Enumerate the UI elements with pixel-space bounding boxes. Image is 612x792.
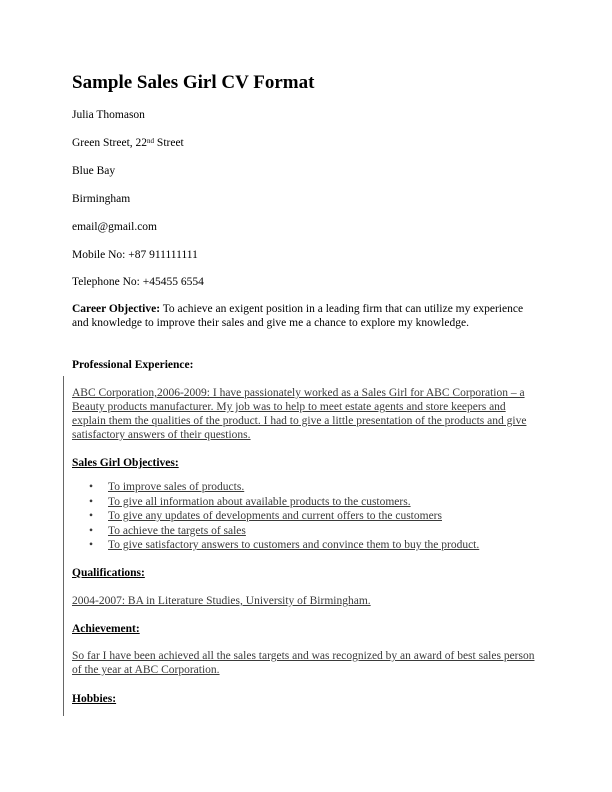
applicant-name: Julia Thomason	[72, 109, 145, 121]
list-item: • To give any updates of developments and current offers to the customers	[89, 510, 442, 522]
list-item: • To achieve the targets of sales	[89, 524, 246, 537]
change-bar	[63, 376, 64, 716]
list-item: • To give satisfactory answers to customers and convince them to buy the product.	[89, 539, 480, 551]
objectives-heading: Sales Girl Objectives:	[72, 457, 179, 469]
qualifications-text: 2004-2007: BA in Literature Studies, University of Birmingham.	[72, 595, 371, 607]
street-ordinal-suffix: nd	[147, 137, 155, 145]
professional-experience-text: ABC Corporation,2006-2009: I have passionately worked as a Sales Girl for ABC Corporation – a Beauty products manufacturer. My job was to help to meet estate agents and store keepers and explain them the qualities of the product. I had to give a little presentation of the products and give satisfactory answers of their questions.	[72, 387, 527, 441]
document-title: Sample Sales Girl CV Format	[72, 72, 315, 93]
address-city: Birmingham	[72, 193, 131, 205]
objectives-list	[72, 480, 479, 553]
career-objective	[72, 302, 542, 330]
telephone-number: Telephone No: +45455 6554	[72, 276, 204, 288]
street-prefix: Green Street, 22	[72, 137, 148, 149]
achievement-text: So far I have been achieved all the sales targets and was recognized by an award of best sales person of the year at ABC Corporation.	[72, 650, 535, 676]
hobbies-heading: Hobbies:	[72, 693, 117, 705]
list-item: • To give all information about available products to the customers.	[89, 495, 411, 508]
list-item: • To improve sales of products.	[89, 481, 245, 493]
qualifications-heading: Qualifications:	[72, 567, 145, 579]
bullet-icon: •	[89, 510, 94, 522]
street-suffix: Street	[154, 137, 184, 149]
email-address: email@gmail.com	[72, 221, 157, 233]
career-objective-text: To achieve an exigent position in a leading firm that can utilize my experience and knowledge to improve their sales and give me a chance to explore my knowledge.	[72, 303, 524, 329]
mobile-number: Mobile No: +87 911111111	[72, 249, 198, 261]
bullet-icon: •	[89, 481, 94, 493]
bullet-icon: •	[89, 539, 94, 551]
career-objective-label: Career Objective:	[72, 303, 161, 315]
professional-experience-heading: Professional Experience:	[72, 359, 194, 371]
address-street	[72, 136, 184, 150]
bullet-icon: •	[89, 524, 94, 537]
achievement-heading: Achievement:	[72, 623, 140, 635]
bullet-icon: •	[89, 495, 94, 508]
address-area: Blue Bay	[72, 165, 116, 177]
